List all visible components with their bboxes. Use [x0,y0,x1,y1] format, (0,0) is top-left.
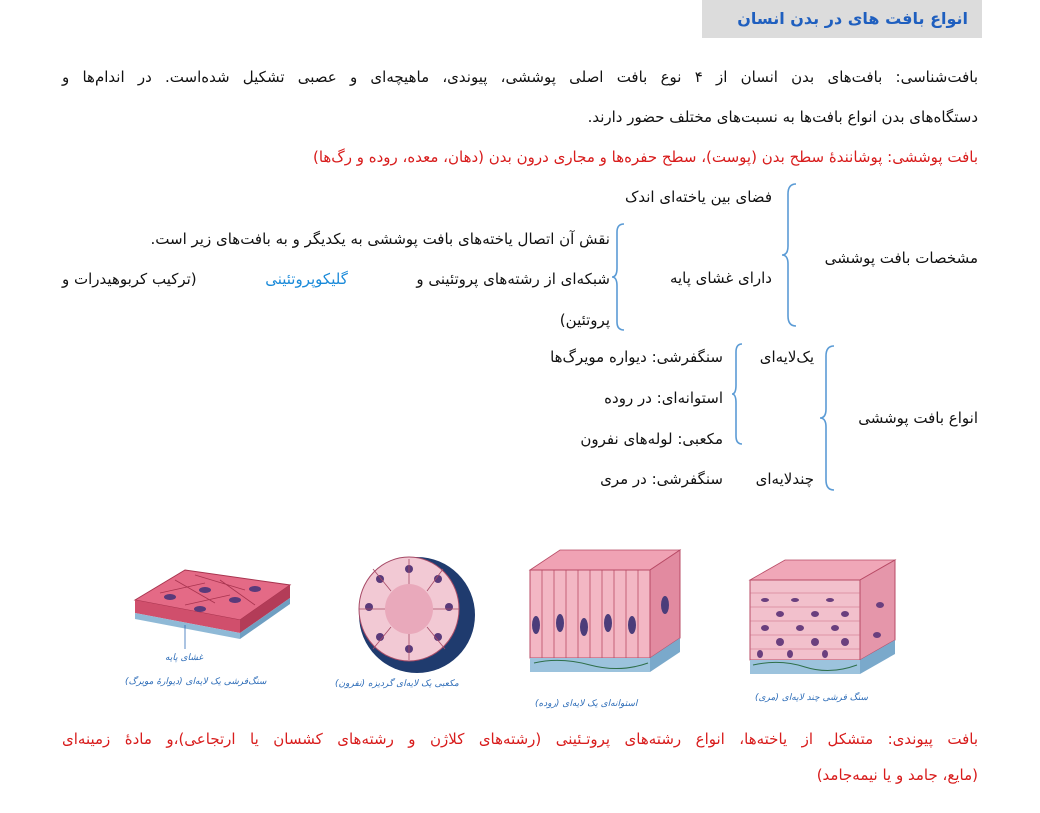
basement-label: دارای غشای پایه [669,269,772,287]
basement-sub-2-part1: شبکه‌ای از رشته‌های پروتئینی و [416,270,610,288]
figure-stratified-squamous [745,555,905,710]
intro-line-1: بافت‌شناسی: بافت‌های بدن انسان از ۴ نوع بافت اصلی پوششی، پیوندی، ماهیچه‌ای و عصبی تشکیل شده‌است. در اندام‌ها و [62,68,978,86]
basement-sub-2-line2: پروتئین) [559,311,610,329]
glycoprotein-term: گلیکوپروتئینی [265,270,348,288]
figure-2-caption: مکعبی یک لایه‌ای گردیزه (نفرون) [335,679,459,689]
basement-membrane-label: غشای پایه [165,653,203,663]
types-label: انواع بافت پوششی [858,409,978,427]
simple-squamous-illustration [125,545,295,655]
connective-definition-line-2: (مایع، جامد و یا نیمه‌جامد) [816,766,978,784]
figure-3-caption: استوانه‌ای یک لایه‌ای (روده) [535,699,638,709]
features-brace [780,182,800,328]
basement-brace [610,222,628,332]
intro-line-2: دستگاه‌های بدن انواع بافت‌ها به نسبت‌های مختلف حضور دارند. [587,108,978,126]
stratified-item-1: سنگفرشی: در مری [600,470,723,488]
figure-simple-columnar [520,545,695,715]
simple-cuboidal-illustration [335,545,500,680]
basement-sub-2 [62,270,610,288]
figure-4-caption: سنگ فرشی چند لایه‌ای (مری) [755,693,868,703]
stratified-squamous-illustration [745,555,905,683]
stratified-label: چندلایه‌ای [755,470,814,488]
basement-sub-1: نقش آن اتصال یاخته‌های بافت پوششی به یکدیگر و به بافت‌های زیر است. [150,230,610,248]
figure-simple-cuboidal [335,545,500,695]
simple-item-1: سنگفرشی: دیواره مویرگ‌ها [550,348,723,366]
simple-item-2: استوانه‌ای: در روده [604,389,723,407]
figure-simple-squamous [125,545,295,695]
simple-columnar-illustration [520,545,695,685]
simple-label: یک‌لایه‌ای [759,348,814,366]
figure-1-caption: سنگ‌فرشی یک لایه‌ای (دیوارهٔ مویرگ) [125,677,267,687]
features-item-1: فضای بین یاخته‌ای اندک [624,188,772,206]
simple-brace [730,342,746,446]
connective-definition-line-1: بافت پیوندی: متشکل از یاخته‌ها، انواع رشته‌های پروتـئینی (رشته‌های کلاژن و رشته‌های کشسان یا ارتجاعی)،و مادهٔ زمینه‌ای [62,730,978,748]
simple-item-3: مکعبی: لوله‌های نفرون [580,430,723,448]
epithelial-definition: بافت پوششی: پوشانندهٔ سطح بدن (پوست)، سطح حفره‌ها و مجاری درون بدن (دهان، معده، روده و رگ‌ها) [312,148,978,166]
types-brace [818,344,838,492]
page-title: انواع بافت های در بدن انسان [702,0,982,38]
features-label: مشخصات بافت پوششی [824,249,978,267]
basement-sub-2-part2: (ترکیب کربوهیدرات و [62,270,197,288]
